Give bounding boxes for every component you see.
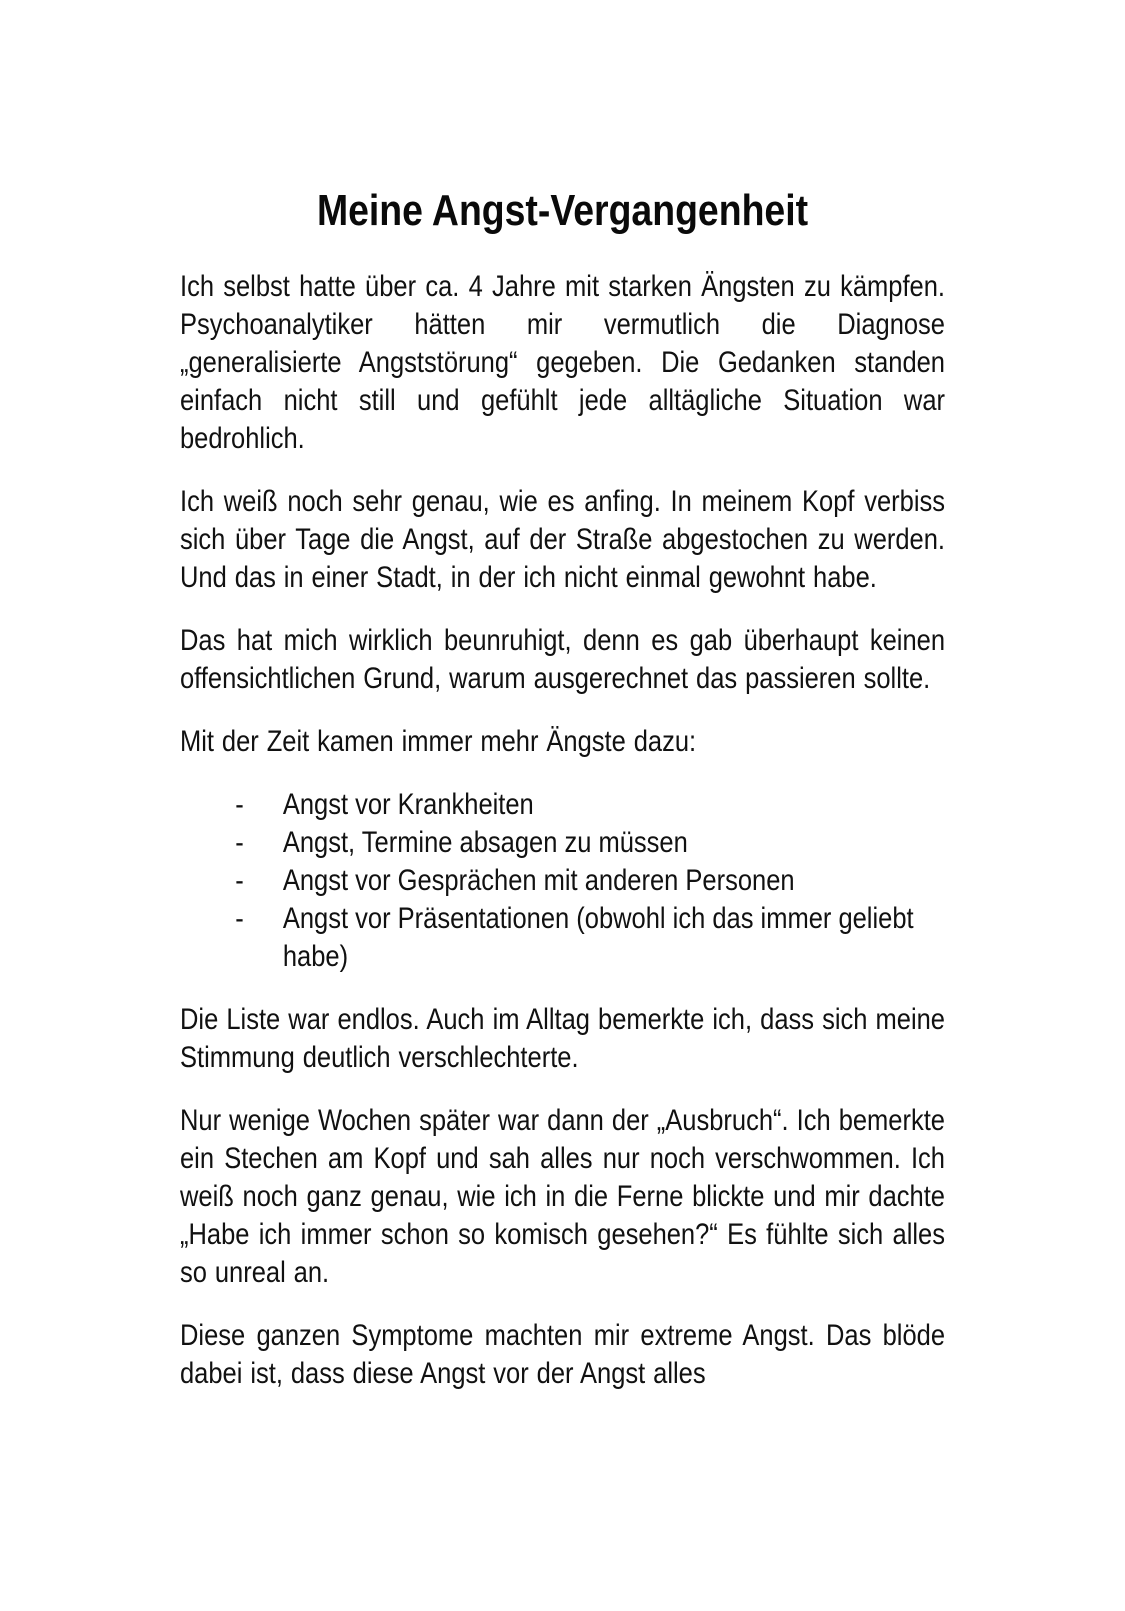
paragraph-symptome: Diese ganzen Symptome machten mir extreme Angst. Das blöde dabei ist, dass diese Angst vor der Angst alles <box>180 1319 945 1390</box>
page-title: Meine Angst-Vergangenheit <box>316 186 809 235</box>
paragraph-intro: Ich selbst hatte über ca. 4 Jahre mit starken Ängsten zu kämpfen. Psychoanalytiker hätten mir vermutlich die Diagnose „generalisierte Angststörung“ gegeben. Die Gedanken standen einfach nicht still und gefühlt jede alltägliche Situation war bedrohlich. <box>180 270 945 455</box>
list-dash: - <box>235 864 244 897</box>
list-item <box>180 824 945 862</box>
list-item-text: Angst vor Präsentationen (obwohl ich das immer geliebt habe) <box>282 902 914 973</box>
list-dash: - <box>235 902 244 935</box>
list-item <box>180 862 945 900</box>
list-dash: - <box>235 788 244 821</box>
list-item-text: Angst vor Krankheiten <box>282 788 534 821</box>
paragraph-anfang: Ich weiß noch sehr genau, wie es anfing. In meinem Kopf verbiss sich über Tage die Angst, auf der Straße abgestochen zu werden. Und das in einer Stadt, in der ich nicht einmal gewohnt habe. <box>180 485 945 594</box>
list-dash: - <box>235 826 244 859</box>
list-item-text: Angst vor Gesprächen mit anderen Personen <box>282 864 795 897</box>
text-column <box>180 186 945 1418</box>
list-item <box>180 786 945 824</box>
paragraph-ausbruch: Nur wenige Wochen später war dann der „Ausbruch“. Ich bemerkte ein Stechen am Kopf und sah alles nur noch verschwommen. Ich weiß noch ganz genau, wie ich in die Ferne blickte und mir dachte „Habe ich immer schon so komisch gesehen?“ Es fühlte sich alles so unreal an. <box>180 1104 945 1289</box>
paragraph-liste-endlos: Die Liste war endlos. Auch im Alltag bemerkte ich, dass sich meine Stimmung deutlich verschlechterte. <box>180 1003 945 1074</box>
paragraph-beunruhigt: Das hat mich wirklich beunruhigt, denn es gab überhaupt keinen offensichtlichen Grund, warum ausgerechnet das passieren sollte. <box>180 624 945 695</box>
list-item <box>180 900 945 976</box>
paragraph-list-intro: Mit der Zeit kamen immer mehr Ängste dazu: <box>180 725 697 758</box>
list-item-text: Angst, Termine absagen zu müssen <box>282 826 688 859</box>
fear-list <box>180 786 945 976</box>
